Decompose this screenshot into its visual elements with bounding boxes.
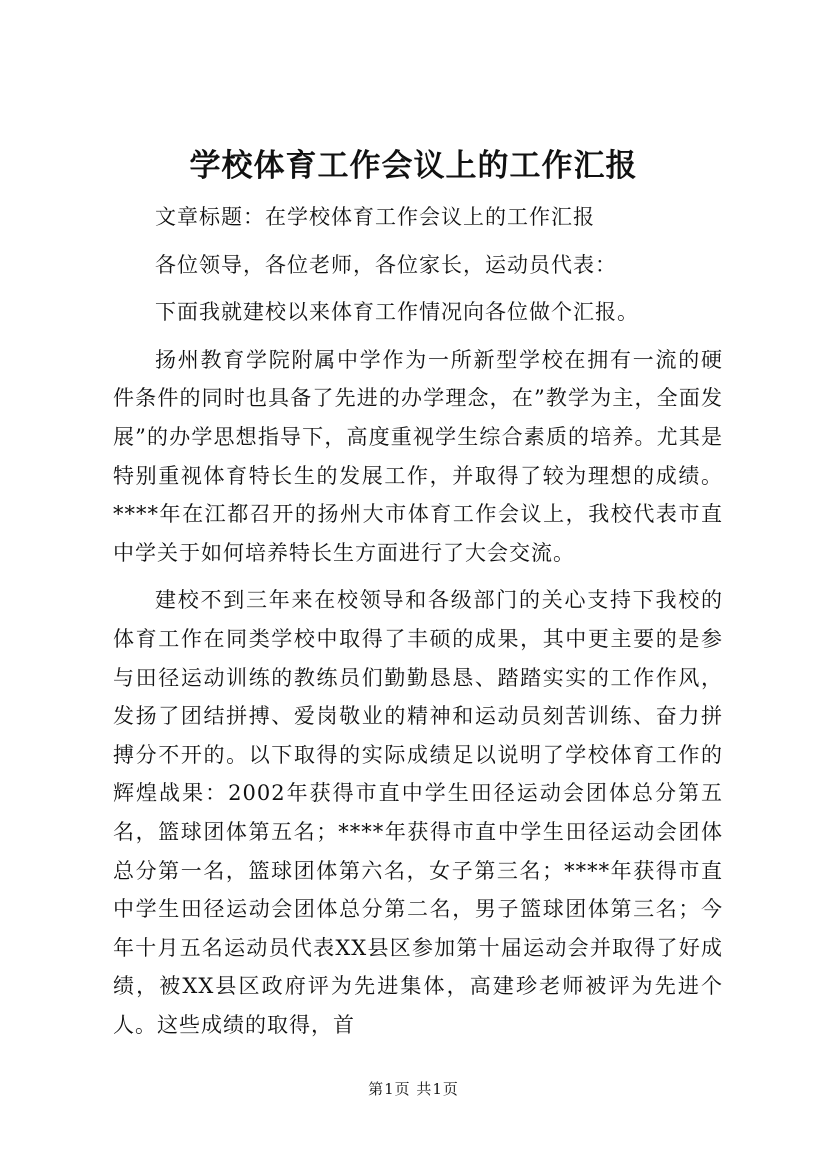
document-title: 学校体育工作会议上的工作汇报	[189, 148, 638, 184]
school-intro-paragraph: 扬州教育学院附属中学作为一所新型学校在拥有一流的硬件条件的同时也具备了先进的办学理念，在”教学为主，全面发展”的办学思想指导下，高度重视学生综合素质的培养。尤其是特别重视体育特长生的发展工作，并取得了较为理想的成绩。****年在江都召开的扬州大市体育工作会议上，我校代表市直中学关于如何培养特长生方面进行了大会交流。	[113, 347, 723, 565]
article-title-line: 文章标题：在学校体育工作会议上的工作汇报	[155, 205, 595, 229]
page-footer: 第1页 共1页	[368, 1080, 459, 1098]
salutation-line: 各位领导，各位老师，各位家长，运动员代表：	[155, 252, 617, 277]
intro-line: 下面我就建校以来体育工作情况向各位做个汇报。	[155, 300, 639, 325]
document-body	[113, 198, 723, 1044]
achievements-paragraph: 建校不到三年来在校领导和各级部门的关心支持下我校的体育工作在同类学校中取得了丰硕的成果，其中更主要的是参与田径运动训练的教练员们勤勤恳恳、踏踏实实的工作作风，发扬了团结拼搏、爱岗敬业的精神和运动员刻苦训练、奋力拼搏分不开的。以下取得的实际成绩足以说明了学校体育工作的辉煌战果：2002年获得市直中学生田径运动会团体总分第五名，篮球团体第五名；****年获得市直中学生田径运动会团体总分第一名，篮球团体第六名，女子第三名；****年获得市直中学生田径运动会团体总分第二名，男子篮球团体第三名；今年十月五名运动员代表XX县区参加第十届运动会并取得了好成绩，被XX县区政府评为先进集体，高建珍老师被评为先进个人。这些成绩的取得，首	[113, 588, 723, 1037]
